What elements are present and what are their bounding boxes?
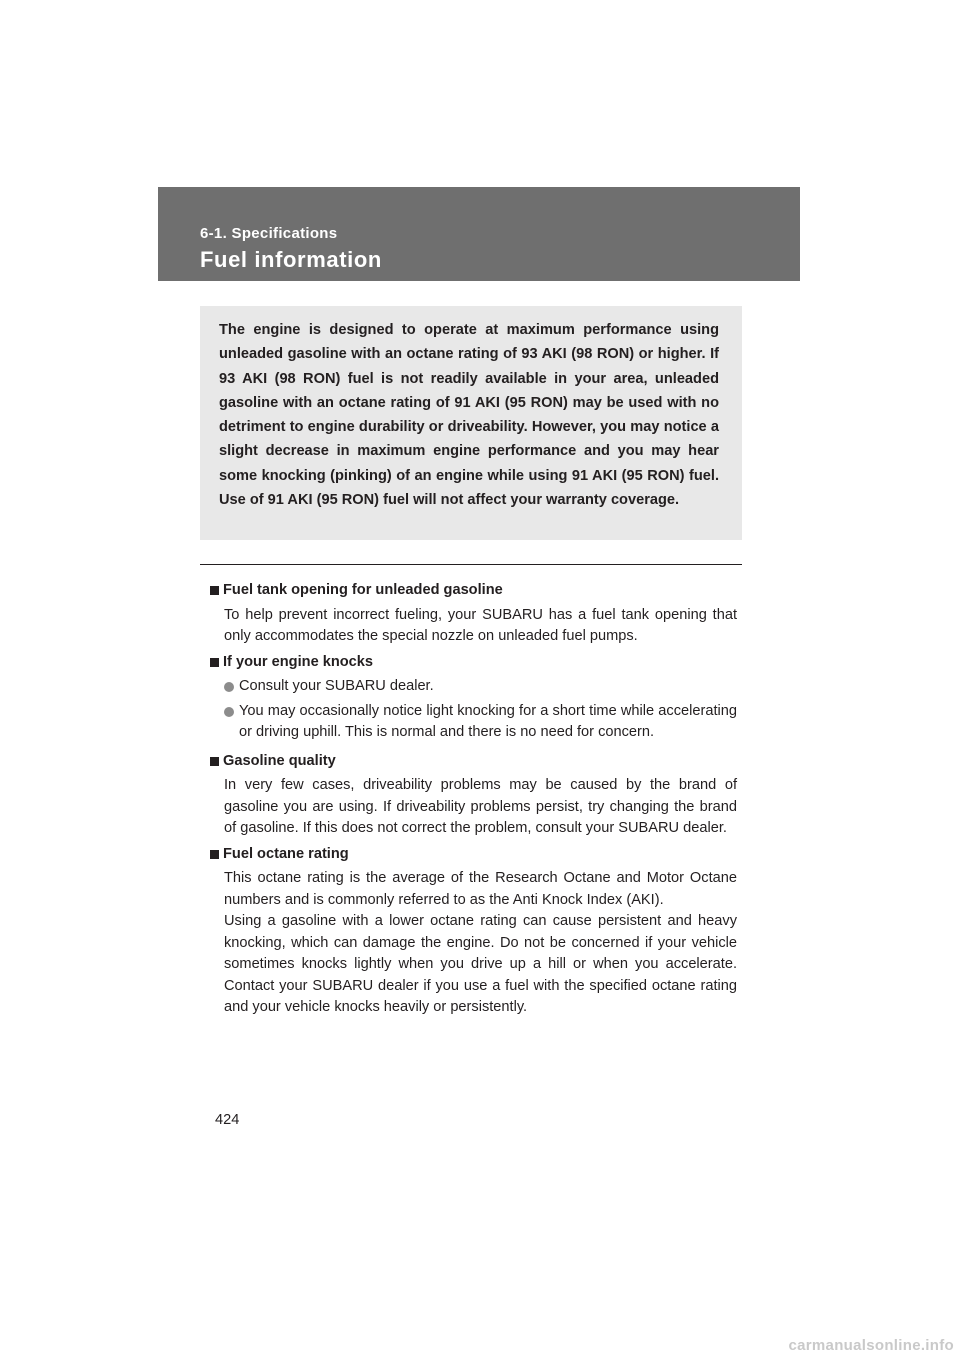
page-number: 424 bbox=[215, 1112, 240, 1128]
watermark[interactable]: carmanualsonline.info bbox=[788, 1337, 954, 1354]
list-item-text: You may occasionally notice light knocking for a short time while accelerating or driving uphill. This is normal and there is no need for concern. bbox=[239, 702, 737, 740]
intro-text: The engine is designed to operate at maximum performance using unleaded gasoline with an octane rating of 93 AKI (98 RON) or higher. If 93 AKI (98 RON) fuel is not readily available in your area, unleaded gasoline with an octane rating of 91 AKI (95 RON) may be used with no detriment to engine durability or driveability. However, you may notice a slight decrease in maximum engine performance and you may hear some knocking (pinking) of an engine while using 91 AKI (95 RON) fuel. Use of 91 AKI (95 RON) fuel will not affect your warranty coverage. bbox=[219, 322, 719, 509]
topic-body bbox=[224, 868, 737, 1019]
list-item bbox=[224, 701, 737, 744]
topic-heading-text: Fuel tank opening for unleaded gasoline bbox=[223, 582, 503, 598]
topic-fuel-tank-opening bbox=[210, 580, 737, 648]
page-title: Fuel information bbox=[200, 247, 382, 272]
divider bbox=[200, 564, 742, 565]
circle-bullet-icon bbox=[224, 682, 234, 692]
topic-heading-text: If your engine knocks bbox=[223, 653, 374, 670]
content bbox=[210, 580, 737, 1019]
square-bullet-icon bbox=[210, 586, 219, 595]
topic-engine-knocks bbox=[210, 652, 737, 744]
topic-heading bbox=[210, 751, 737, 773]
chapter-header bbox=[158, 187, 800, 281]
topic-paragraph: Using a gasoline with a lower octane rating can cause persistent and heavy knocking, which can damage the engine. Do not be concerned if your vehicle sometimes knocks lightly when you drive up a hill or when you accelerate. Contact your SUBARU dealer if you use a fuel with the specified octane rating and your vehicle knocks heavily or persistently. bbox=[224, 913, 737, 1015]
topic-paragraph: To help prevent incorrect fueling, your SUBARU has a fuel tank opening that only accommodates the special nozzle on unleaded fuel pumps. bbox=[224, 606, 737, 644]
circle-bullet-icon bbox=[224, 707, 234, 717]
topic-heading-text: Fuel octane rating bbox=[223, 845, 349, 862]
intro-box bbox=[200, 306, 742, 540]
topic-body bbox=[224, 605, 737, 648]
square-bullet-icon bbox=[210, 850, 219, 859]
topic-heading bbox=[210, 652, 737, 674]
topic-heading-text: Gasoline quality bbox=[223, 752, 336, 769]
topic-paragraph: This octane rating is the average of the Research Octane and Motor Octane numbers and is commonly referred to as the Anti Knock Index (AKI). bbox=[224, 870, 737, 908]
list-item-text: Consult your SUBARU dealer. bbox=[239, 678, 434, 694]
topic-paragraph: In very few cases, driveability problems may be caused by the brand of gasoline you are using. If driveability problems persist, try changing the brand of gasoline. If this does not correct the problem, consult your SUBARU dealer. bbox=[224, 777, 737, 836]
list-item bbox=[224, 676, 737, 698]
topic-heading bbox=[210, 580, 737, 602]
topic-heading bbox=[210, 844, 737, 866]
section-label: 6-1. Specifications bbox=[200, 225, 338, 242]
topic-fuel-octane-rating bbox=[210, 844, 737, 1019]
square-bullet-icon bbox=[210, 757, 219, 766]
topic-body bbox=[224, 775, 737, 840]
square-bullet-icon bbox=[210, 658, 219, 667]
topic-gasoline-quality bbox=[210, 751, 737, 840]
